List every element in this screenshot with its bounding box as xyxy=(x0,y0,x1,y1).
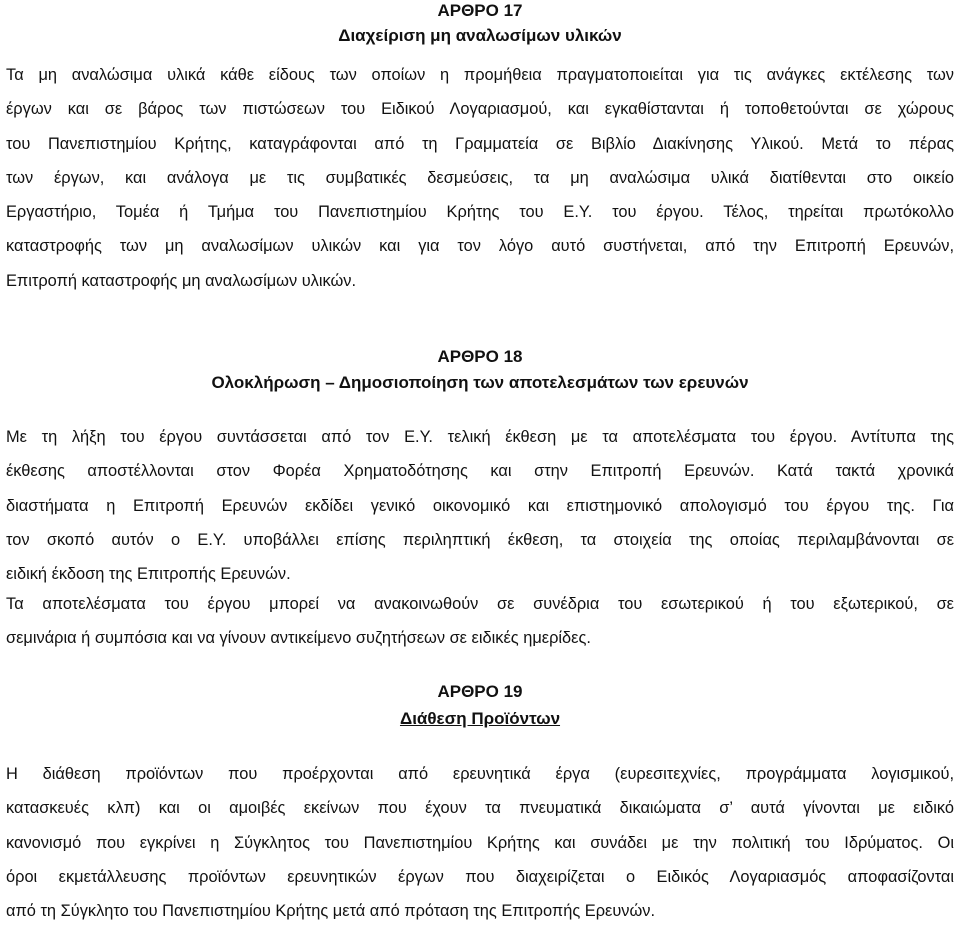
text-line: από τη Σύγκλητο του Πανεπιστημίου Κρήτης μετά από πρόταση της Επιτροπής Ερευνών. xyxy=(6,902,656,921)
article-18-paragraph-2 xyxy=(6,587,954,656)
article-19-title xyxy=(0,708,960,730)
text-line: διαστήματα η Επιτροπή Ερευνών εκδίδει γενικό οικονομικό και επιστημονικό απολογισμό του έργου της. Για xyxy=(6,496,954,515)
article-18-title: Ολοκλήρωση – Δημοσιοποίηση των αποτελεσμάτων των ερευνών xyxy=(211,373,749,392)
text-line: Επιτροπή καταστροφής μη αναλωσίμων υλικών. xyxy=(6,271,357,290)
article-17-paragraph xyxy=(6,58,954,298)
text-line: όροι εκμετάλλευσης προϊόντων ερευνητικών έργων που διαχειρίζεται ο Ειδικός Λογαριασμός αποφασίζονται xyxy=(6,867,954,886)
text-line: Εργαστήριο, Τομέα ή Τμήμα του Πανεπιστημίου Κρήτης του Ε.Υ. του έργου. Τέλος, τηρείται πρωτόκολλο xyxy=(6,203,954,222)
text-line: καταστροφής των μη αναλωσίμων υλικών και για τον λόγο αυτό συστήνεται, από την Επιτροπή Ερευνών, xyxy=(6,237,954,256)
text-line: ειδική έκδοση της Επιτροπής Ερευνών. xyxy=(6,565,291,584)
article-19-title-text: Διάθεση Προϊόντων xyxy=(399,709,561,728)
text-line: Τα μη αναλώσιμα υλικά κάθε είδους των οποίων η προμήθεια πραγματοποιείται για τις ανάγκες εκτέλεσης των xyxy=(6,66,954,84)
article-17-number: ΑΡΘΡΟ 17 xyxy=(437,1,523,20)
article-17-title: Διαχείριση μη αναλωσίμων υλικών xyxy=(338,26,622,45)
text-line: Με τη λήξη του έργου συντάσσεται από τον Ε.Υ. τελική έκθεση με τα αποτελέσματα του έργου. Αντίτυπα της xyxy=(6,428,954,446)
text-line: κανονισμό που εγκρίνει η Σύγκλητος του Πανεπιστημίου Κρήτης και συνάδει με την πολιτική του Ιδρύματος. Οι xyxy=(6,833,954,852)
article-19-paragraph xyxy=(6,757,954,928)
text-line: Η διάθεση προϊόντων που προέρχονται από ερευνητικά έργα (ευρεσιτεχνίες, προγράμματα λογισμικού, xyxy=(6,765,954,783)
text-line: Τα αποτελέσματα του έργου μπορεί να ανακοινωθούν σε συνέδρια του εσωτερικού ή του εξωτερικού, σε xyxy=(6,595,954,613)
text-line: έργων και σε βάρος των πιστώσεων του Ειδικού Λογαριασμού, και εγκαθίστανται ή τοποθετούνται σε χώρους xyxy=(6,100,954,119)
text-line: του Πανεπιστημίου Κρήτης, καταγράφονται από τη Γραμματεία σε Βιβλίο Διακίνησης Υλικού. Μετά το πέρας xyxy=(6,134,954,153)
text-line: κατασκευές κλπ) και οι αμοιβές εκείνων που έχουν τα πνευματικά δικαιώματα σ’ αυτά γίνονται με ειδικό xyxy=(6,799,954,818)
text-line: τον σκοπό αυτόν ο Ε.Υ. υποβάλλει επίσης περιληπτική έκθεση, τα στοιχεία της οποίας περιλαμβάνονται σε xyxy=(6,530,954,549)
article-18-paragraph-1 xyxy=(6,420,954,591)
text-line: των έργων, και ανάλογα με τις συμβατικές δεσμεύσεις, τα μη αναλώσιμα υλικά διατίθενται στο οικείο xyxy=(6,168,954,187)
article-19-number: ΑΡΘΡΟ 19 xyxy=(437,682,523,701)
article-18-number: ΑΡΘΡΟ 18 xyxy=(437,347,523,366)
text-line: σεμινάρια ή συμπόσια και να γίνουν αντικείμενο συζητήσεων σε ειδικές ημερίδες. xyxy=(6,629,591,648)
text-line: έκθεσης αποστέλλονται στον Φορέα Χρηματοδότησης και στην Επιτροπή Ερευνών. Κατά τακτά χρονικά xyxy=(6,462,954,481)
